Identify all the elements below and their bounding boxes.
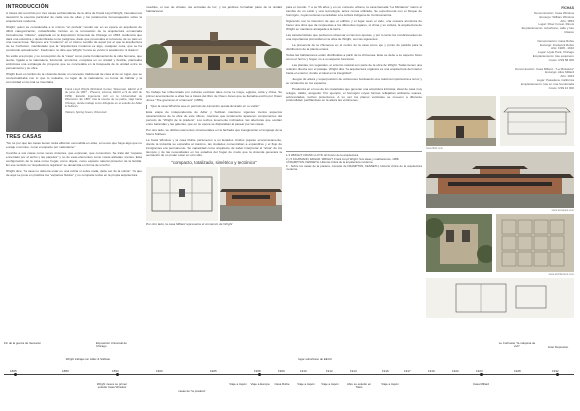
timeline-event-label: Fin de la guerra de Secesión bbox=[4, 341, 41, 345]
timeline-year: 1908 bbox=[254, 369, 261, 373]
col3-paragraph: Las características que podremos observar en las tres épocas, y por lo tanto los condicionantes de una importancia primordial en la obra de Wright, son las siguientes: bbox=[286, 32, 422, 41]
col2-paragraph: Por otro lado, se utilizan elementos ornamentales en la fachada que inaugurarían el lenguaje de la futura Sullivan. bbox=[146, 127, 282, 136]
timeline-marker bbox=[258, 373, 261, 376]
fichas-title: FICHAS bbox=[561, 6, 574, 10]
ficha-robie bbox=[426, 40, 574, 63]
reference-item: 6 - Sobre los casas de la pradera, consulte de FRAMPTON, KENNETH, Historia crítica de la arquitectura moderna. bbox=[286, 163, 422, 172]
timeline-year: 1922 bbox=[452, 369, 459, 373]
portrait-caption: Frank Lloyd Wright (Richland Center, Wisconsin, EEUU el 8 de junio de 1867 - Phoenix, Arizona, EEUU el 9 de abril de 1959). Estudió ingeniería civil en la Universidad de Wisconsin. En 1887, tras la muerte de su padre, viajó hacia Chicago, donde trabajó como dibujante en el estudio de Adler & Sullivan. bbox=[65, 86, 142, 109]
robie-caption: "compacto, totalizado, simétrico y tectónico" bbox=[171, 160, 257, 166]
photo-credit: www.architecture.com bbox=[548, 273, 574, 277]
timeline bbox=[0, 338, 580, 411]
reference-item: 1-3 WRIGHT, FRANK LLOYD. El Futuro de la arquitectura. bbox=[286, 153, 359, 158]
intro-paragraph: Su estilo era propio y su concepción de la "casa" como parte fundamental de la vida humana, que siente, ligada a la naturaleza, funcional, armónica, completa en su unidad y flexible, planteaba ambiciosa una estrategia de proyecto que se concretaba en la búsqueda de la unidad entre su pensamiento y su obra. bbox=[6, 54, 142, 71]
ficha-line: Emplazamiento: suburbano, calle y lote bbox=[521, 26, 574, 31]
col3-paragraph: para el mundo. Y a su 56 años y en un contexto urbano, la casa llamada "La Miniatura" marcó el cambio de un estilo y una tecnología, antes nunca utilizada. Se experimenta con el bloque de hormigón, cuyas texturas recordaban a la cultura indígena de Centroamérica. bbox=[286, 5, 422, 17]
timeline-year: 1923 bbox=[476, 369, 483, 373]
timeline-year: 1909 bbox=[278, 369, 285, 373]
millard-house-photo bbox=[426, 214, 492, 272]
timeline-segment-label: Wright trabaja con Adler & Sullivan bbox=[65, 357, 111, 361]
timeline-year: 1928 bbox=[514, 369, 521, 373]
intro-paragraph: Wright llevó el cambio de la vivienda desde un concepto tradicional de casa al de un lugar, que se contextualizaba con lo que lo rodeaba, su lugar de la naturaleza, su forma de habitar y la comunidad en la cual se insertaba. bbox=[6, 72, 142, 84]
timeline-year: 1919 bbox=[428, 369, 435, 373]
timeline-event-label: Exposición Universal de Chicago bbox=[96, 341, 127, 349]
col2-paragraph: Su trabajo fue influenciado por culturas exóticas tales como la maya, egipcia, celta y china. Su primer acercamiento a ellas fue a través del libro de Owen Jones que se llamaba escrito por Owen Jones "The grammar of ornament" (1856). bbox=[146, 90, 282, 102]
tres-casas-heading: TRES CASAS bbox=[6, 133, 42, 140]
timeline-event-label: Gran Depresión bbox=[547, 345, 569, 349]
millard-plan-drawing bbox=[426, 278, 574, 318]
winslow-drawing-photo bbox=[500, 96, 574, 146]
timeline-event-label: Viaje a Europa bbox=[250, 382, 270, 386]
robie-house-photo bbox=[220, 167, 282, 221]
portrait-image bbox=[6, 88, 62, 132]
millard-figure-caption: Por otro lado, la casa Millard representa el comienzo de Wright bbox=[146, 222, 233, 227]
ficha-line: Año: 1923 bbox=[560, 74, 574, 79]
ficha-line: Lugar: River Forest, Illinois bbox=[538, 22, 574, 27]
timeline-marker bbox=[556, 373, 559, 376]
col3-paragraph: La presencia de la chimenea en el centro de la casa como eje y punto de partida para la distribución de la planta entera. bbox=[286, 42, 422, 51]
portrait-credit: Taliesin, Spring Green, Wisconsin bbox=[65, 109, 107, 114]
reference-item: 4 FRAMPTON, KENNETH. Historia crítica de la arquitectura moderna. bbox=[286, 160, 374, 165]
timeline-year: 1916 bbox=[382, 369, 389, 373]
col2-paragraph: Esta etapa de independencia de Adler y Sullivan mantiene vigentes ciertos aspectos característicos de la obra de este último, mientras que lentamente aparecen componentes del período de "Wright de la pradera". Los techos levemente inclinados, las aberturas que ocultan entre barandas y las galerías, que en su época se disparaban al pasear por las casas. bbox=[146, 110, 282, 126]
ficha-millard bbox=[426, 68, 574, 91]
timeline-marker bbox=[116, 373, 119, 376]
photo-credit: www.arcspace.com bbox=[551, 209, 574, 213]
tres-casas-paragraph: Concibe a sus casas como seres vivientes, que expresan, que comunican. Se trata del "espacio encerrado por el techo y las paredes" y no de esas elementos como cosas aisladas, inertes. Esta configuración de la casa como hogar, como objeto, como espacio natural protector de la familia. En ese sentido su "arquitectura orgánica" se desarrolla en forma de una flor. bbox=[6, 150, 142, 167]
timeline-event-label: Wright muere su primer estudio Casa Winslow bbox=[96, 382, 128, 390]
timeline-event-label: Casa Millard bbox=[472, 382, 490, 386]
winslow-quote: "Que la casa Winslow sea un período de transición queda ilustrado en su estilo" bbox=[146, 105, 282, 109]
ficha-line: Año: 1908 - 1910 bbox=[550, 46, 574, 51]
column-3 bbox=[286, 6, 422, 172]
timeline-event-label: Abre su estudio en Tokio bbox=[346, 382, 372, 390]
intro-heading: INTRODUCCIÓN bbox=[6, 4, 49, 10]
col3-paragraph: Juegos de altura y superposición de volúmenes bordeando una máxima importancia a la luz y su incidencia en los espacios. bbox=[286, 76, 422, 85]
robie-plan-drawing bbox=[146, 167, 218, 221]
ficha-line: Encargo: Frederick Robie bbox=[539, 42, 574, 47]
ficha-line: Encargo: William Winslow bbox=[539, 14, 574, 19]
timeline-event-label: Viaje a Japón bbox=[321, 382, 339, 386]
photo-grid bbox=[426, 96, 574, 318]
timeline-year: 1912 bbox=[326, 369, 333, 373]
portrait-block bbox=[6, 88, 142, 132]
timeline-year: 1910 bbox=[300, 369, 307, 373]
column-2 bbox=[146, 6, 282, 227]
timeline-event-label: Casa Robie bbox=[274, 382, 290, 386]
intro-paragraph: A través del recorrido por tres casas emblemáticas de la obra de Frank Lloyd Wright, intentaremos descubrir la esencia particular de cada una de ellas y los parámetros homenajeados sobre la arquitectura moderna. bbox=[6, 10, 142, 23]
tres-casas-paragraph: Wright dice, "la casa no debería estar en una colina ni sobre nada, debe ser de la colina". Ya que de aquí se pone en práctica los "espacios fluidos" y no comparte todos en la propia arquitectura. bbox=[6, 168, 142, 177]
robie-house-photo bbox=[426, 152, 574, 208]
ficha-line: Lugar: Pasadena, California bbox=[536, 77, 574, 82]
col2-paragraph: La Casa Winslow y la casa Robie pertenecen a un Estados Unidos pujante económicamente, donde la industria se expandía al máximo, las ciudades comenzaban a expandirse y el flujo de inmigrantes era permanente. Su capacidad como arquitecto de saber interpretar el "alma" de los tiempos y de las necesidades en los estadios del hogar de modo que la vivienda generara la sensación de no poder estar en otro sitio. bbox=[146, 137, 282, 158]
casa-winslow-drawing bbox=[146, 16, 282, 88]
column-1 bbox=[6, 6, 142, 180]
col3-paragraph: Siguiendo con la intención de que el edificio y el lugar sean el todo, una manera armónica de hacer una obra que dé respuestas a los diferentes lugares, el clima y su cultura, la arquitectura de Wright se mantiene arraigada a la tierra. bbox=[286, 18, 422, 31]
millard-detail-photo bbox=[496, 214, 574, 272]
ficha-line: Año: 1893 bbox=[560, 18, 574, 23]
timeline-year: 1913 bbox=[350, 369, 357, 373]
winslow-elevation-photo bbox=[426, 96, 496, 146]
col3-paragraph: Las plantas, los vegetales, el entorno natural son parte de la obra de Wright. Todas tienen una relación directa con el paisaje. Wright dice "la arquitectura orgánica es una arquitectura del interior hacia el exterior, donde el ideal es la integridad". bbox=[286, 62, 422, 75]
ficha-line: Emplazamiento: lote esquinero bbox=[532, 53, 574, 58]
photo-credit: www.flickr.com bbox=[426, 147, 444, 151]
ficha-line: Denominación: Casa Millard - "La Miniatura" bbox=[515, 66, 574, 71]
timeline-year: 1900 bbox=[156, 369, 163, 373]
timeline-year: 1865 bbox=[10, 369, 17, 373]
ficha-winslow bbox=[426, 12, 574, 35]
timeline-event-label: Viaje a Japón bbox=[381, 382, 399, 386]
timeline-year: 1905 bbox=[210, 369, 217, 373]
casa-winslow-photo bbox=[146, 16, 282, 88]
tres-casas-paragraph: "No sé por qué las casas tienen tanta aflicción escondida en ellas, a menos que haya algo que no encaje o termine, como el espacio por naturaleza." bbox=[6, 140, 142, 149]
reference-item: 2 y 5 KAUFMANN, EDGAR. WRIGHT. Frank Lloyd Wright: Sus ideas y realizaciones. 1968. bbox=[286, 156, 400, 161]
timeline-year: 1932 bbox=[552, 369, 559, 373]
ficha-line: Denominación: Casa Robie bbox=[537, 38, 574, 43]
ficha-line: Costo: US$ 10 000 bbox=[548, 85, 574, 90]
ficha-line: Emplazamiento: lote en una hondonada bbox=[520, 81, 574, 86]
timeline-event-label: casas de "la pradera" bbox=[178, 389, 206, 393]
col2-paragraph: muebles, el uso de vitrales, las entradas de luz, y los jardines formaban parte de la unidad habitacional. bbox=[146, 5, 282, 13]
ficha-line: Clásico bbox=[564, 29, 574, 34]
col3-paragraph: Prudencia en el uso de los materiales que generan una atmósfera intimista, ideal de casa muy refugio, cálido, acogedor. Por ejemplo, el hormigón cuyas formas reflejaban ambiente suaves, sobrevoladas, techos protectores. A su vez los planos verticales se mueven a diferente profundidad, perfilándose en la altura las volúmenes. bbox=[286, 86, 422, 103]
ficha-line: Costo: US$ 58 000 bbox=[548, 57, 574, 62]
timeline-marker bbox=[480, 373, 483, 376]
robie-figures bbox=[146, 167, 282, 221]
ficha-line: Denominación: Casa Winslow bbox=[534, 11, 574, 15]
timeline-event-label: Viaje a Japón bbox=[297, 382, 315, 386]
intro-paragraph: Wright, quien se consideraba a sí mismo "un profeta" resultó ser en su época un arquitecto de difícil categorización, inclasificable incluso en la renovación de la arquitectura enmarcada formalmente "clásico", adoptada en la Exposición Universal de Chicago en 1893. Audiencia que dará una ecléctica y deslumbrada como peligrosa, dado que provocaba el retroceso de su país en una nueva línea. Tampoco era "moderno" en el mismo sentido de aquel por el que la arquitectura de Le Corbusier, manifestado que la "arquitectura moderna es algo, cualquier cosa, que se ha construido actualmente". Kaufmann no dice que Wright "nunca se volvió ni académico ni clásico". bbox=[6, 24, 142, 53]
timeline-axis bbox=[4, 374, 574, 375]
timeline-year: 1880 bbox=[62, 369, 69, 373]
timeline-event-label: Le Corbusier "la máquina de vivir" bbox=[498, 341, 536, 349]
fichas-column bbox=[426, 6, 574, 318]
timeline-marker bbox=[14, 373, 17, 376]
timeline-year: 1893 bbox=[112, 369, 119, 373]
references bbox=[286, 151, 422, 172]
ficha-line: Encargo: Alice Millard bbox=[545, 70, 574, 75]
timeline-event-label: Viaje a Japón bbox=[229, 382, 247, 386]
ficha-line: Lugar: Hyde Park, Chicago bbox=[537, 50, 574, 55]
timeline-segment-label: lugar suburbano de EEUU bbox=[298, 357, 332, 361]
col3-paragraph: Todas las habitaciones están distribuidas a partir de la chimenea. Este se debe a su aspecto físico como el horno y hogar, no a su aspecto funcional. bbox=[286, 52, 422, 61]
timeline-year: 1917 bbox=[404, 369, 411, 373]
